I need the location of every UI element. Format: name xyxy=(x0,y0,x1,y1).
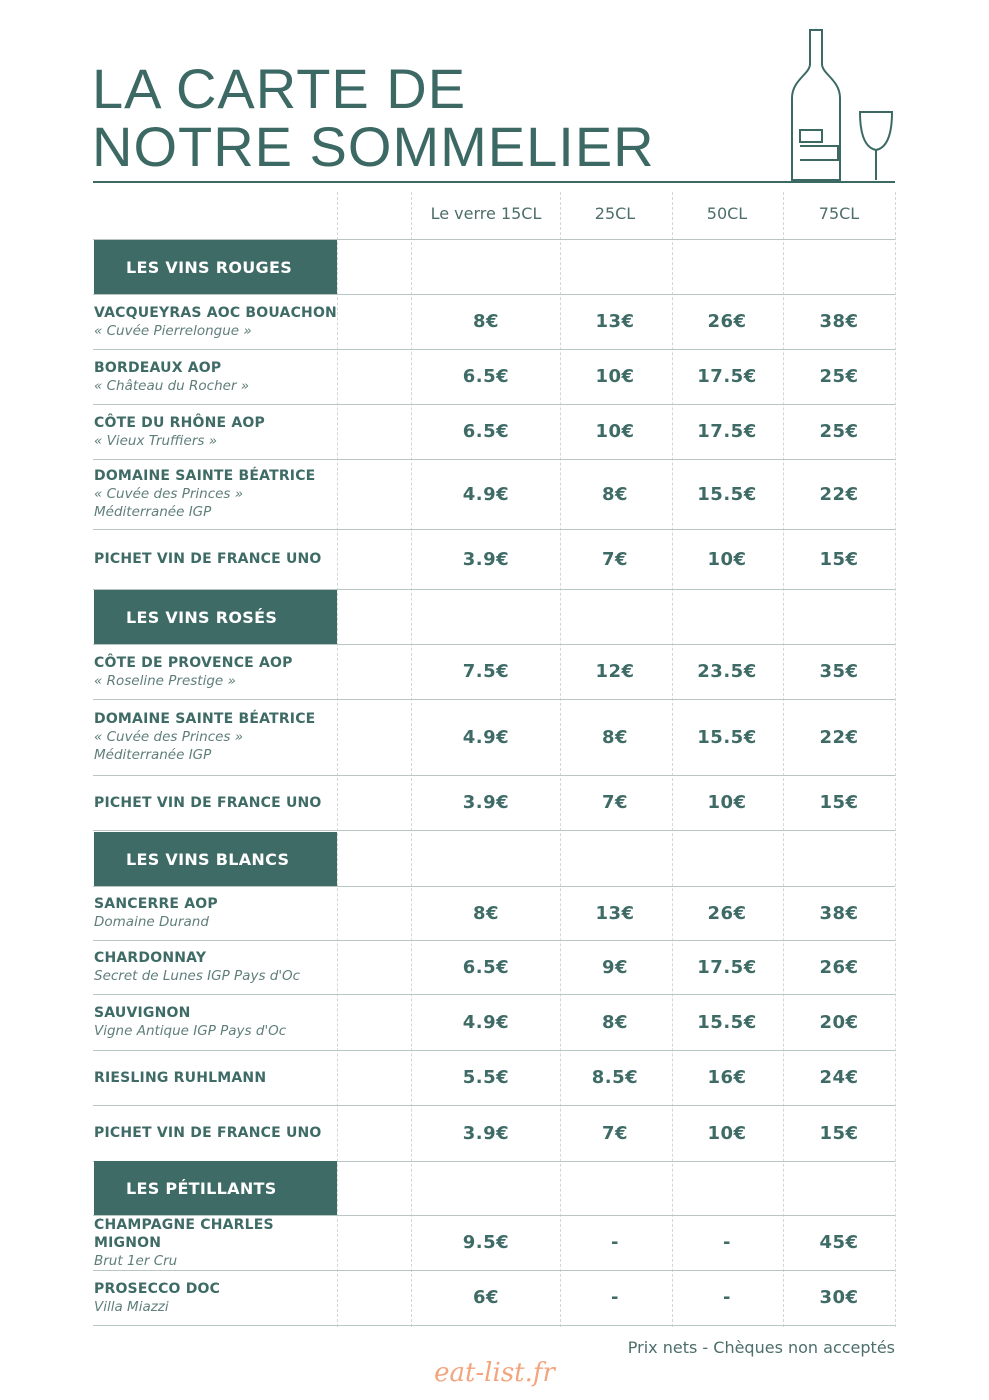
price-cell: 4.9€ xyxy=(462,726,510,748)
wine-subtitle: Méditerranée IGP xyxy=(94,747,212,763)
wine-name: CÔTE DU RHÔNE AOP xyxy=(94,414,265,431)
wine-subtitle: « Château du Rocher » xyxy=(94,377,250,394)
wine-name: VACQUEYRAS AOC BOUACHON xyxy=(94,304,337,321)
title-line-1: LA CARTE DE xyxy=(92,57,467,120)
price-cell: 38€ xyxy=(819,311,859,332)
wine-subtitle: Méditerranée IGP xyxy=(94,504,212,520)
price-cell: 17.5€ xyxy=(697,956,757,978)
wine-entry xyxy=(94,886,339,940)
wine-name: PICHET VIN DE FRANCE UNO xyxy=(94,551,322,567)
price-cell: 9.5€ xyxy=(462,1232,510,1253)
wine-entry xyxy=(94,404,339,459)
wine-subtitle: Secret de Lunes IGP Pays d'Oc xyxy=(94,968,301,984)
wine-subtitle: « Cuvée des Princes » xyxy=(94,486,244,502)
column-divider xyxy=(411,192,412,1327)
price-cell: 4.9€ xyxy=(462,1011,510,1033)
price-cell: - xyxy=(611,1287,619,1308)
column-header: 25CL xyxy=(594,204,636,223)
section-label: LES PÉTILLANTS xyxy=(94,1161,337,1215)
price-cell: 15€ xyxy=(819,792,859,813)
price-cell: 15€ xyxy=(819,1122,859,1144)
column-header: 50CL xyxy=(706,204,748,223)
price-cell: 26€ xyxy=(707,902,747,924)
wine-name: SAUVIGNON xyxy=(94,1005,191,1021)
price-cell: 26€ xyxy=(707,311,747,332)
price-cell: 38€ xyxy=(819,902,859,924)
column-header: Le verre 15CL xyxy=(430,204,542,223)
price-cell: 35€ xyxy=(819,661,859,682)
wine-subtitle: « Vieux Truffiers » xyxy=(94,432,218,449)
price-cell: 12€ xyxy=(595,661,635,682)
price-cell: 8€ xyxy=(601,1011,629,1033)
price-cell: 3.9€ xyxy=(462,1122,510,1144)
price-cell: 3.9€ xyxy=(462,548,510,570)
price-cell: 3.9€ xyxy=(462,792,510,813)
price-cell: 8€ xyxy=(472,902,500,924)
price-cell: 7.5€ xyxy=(462,661,510,682)
wine-subtitle: « Cuvée des Princes » xyxy=(94,729,244,745)
price-cell: 25€ xyxy=(819,366,859,387)
price-cell: 7€ xyxy=(601,548,629,570)
wine-entry xyxy=(94,1270,339,1325)
price-cell: 10€ xyxy=(595,366,635,387)
price-cell: 8€ xyxy=(472,311,500,332)
wine-entry xyxy=(94,349,339,404)
price-cell: - xyxy=(723,1232,731,1253)
price-cell: 15.5€ xyxy=(697,1011,757,1033)
price-cell: 7€ xyxy=(601,792,629,813)
price-cell: 6.5€ xyxy=(462,956,510,978)
price-cell: 23.5€ xyxy=(697,661,757,682)
footer-note: Prix nets - Chèques non acceptés xyxy=(627,1338,895,1357)
column-header: 75CL xyxy=(818,204,860,223)
wine-name: SANCERRE AOP xyxy=(94,896,218,912)
wine-name: PROSECCO DOC xyxy=(94,1280,221,1297)
price-cell: 8€ xyxy=(601,726,629,748)
wine-subtitle: Villa Miazzi xyxy=(94,1298,169,1315)
price-cell: 17.5€ xyxy=(697,421,757,442)
page-title xyxy=(92,57,655,178)
wine-entry xyxy=(94,775,339,830)
section-label: LES VINS ROSÉS xyxy=(94,590,337,644)
price-cell: 10€ xyxy=(707,792,747,813)
wine-entry xyxy=(94,1105,339,1161)
price-cell: 13€ xyxy=(595,902,635,924)
price-cell: 26€ xyxy=(819,956,859,978)
price-cell: - xyxy=(723,1287,731,1308)
price-cell: 8.5€ xyxy=(591,1067,639,1088)
wine-entry xyxy=(94,644,339,699)
price-cell: 8€ xyxy=(601,483,629,505)
price-cell: 10€ xyxy=(707,1122,747,1144)
price-cell: 5.5€ xyxy=(462,1067,510,1088)
wine-name: RIESLING RUHLMANN xyxy=(94,1069,267,1086)
price-cell: 6€ xyxy=(472,1287,500,1308)
wine-glass-icon xyxy=(860,112,892,182)
price-cell: 16€ xyxy=(707,1067,747,1088)
price-cell: 10€ xyxy=(595,421,635,442)
wine-entry xyxy=(94,940,339,994)
wine-entry xyxy=(94,459,339,529)
wine-name: CHAMPAGNE CHARLES MIGNON xyxy=(94,1216,274,1251)
price-cell: - xyxy=(611,1232,619,1253)
wine-name: PICHET VIN DE FRANCE UNO xyxy=(94,1125,322,1141)
wine-entry xyxy=(94,699,339,775)
price-cell: 24€ xyxy=(819,1067,859,1088)
wine-subtitle: Vigne Antique IGP Pays d'Oc xyxy=(94,1023,287,1039)
section-label: LES VINS ROUGES xyxy=(94,240,337,294)
wine-entry xyxy=(94,294,339,349)
title-line-2: NOTRE SOMMELIER xyxy=(92,115,655,178)
wine-entry xyxy=(94,1215,339,1270)
row-rule xyxy=(93,1325,895,1326)
wine-bottle-icon xyxy=(792,30,840,180)
price-cell: 45€ xyxy=(819,1232,859,1253)
price-cell: 4.9€ xyxy=(462,483,510,505)
wine-name: DOMAINE SAINTE BÉATRICE xyxy=(94,711,316,727)
row-rule xyxy=(93,830,895,831)
wine-subtitle: Domaine Durand xyxy=(94,914,209,930)
price-cell: 15.5€ xyxy=(697,726,757,748)
price-cell: 9€ xyxy=(601,956,629,978)
price-cell: 22€ xyxy=(819,726,859,748)
wine-name: BORDEAUX AOP xyxy=(94,359,222,376)
wine-entry xyxy=(94,994,339,1050)
wine-entry xyxy=(94,529,339,589)
watermark: eat-list.fr xyxy=(434,1358,555,1388)
column-divider xyxy=(895,192,896,1327)
wine-illustration xyxy=(790,26,900,186)
price-cell: 6.5€ xyxy=(462,421,510,442)
wine-name: DOMAINE SAINTE BÉATRICE xyxy=(94,468,316,484)
price-cell: 15€ xyxy=(819,548,859,570)
wine-subtitle: Brut 1er Cru xyxy=(94,1252,178,1269)
price-cell: 7€ xyxy=(601,1122,629,1144)
price-cell: 22€ xyxy=(819,483,859,505)
price-cell: 6.5€ xyxy=(462,366,510,387)
price-cell: 13€ xyxy=(595,311,635,332)
wine-name: CHARDONNAY xyxy=(94,950,207,966)
price-cell: 20€ xyxy=(819,1011,859,1033)
wine-entry xyxy=(94,1050,339,1105)
price-cell: 15.5€ xyxy=(697,483,757,505)
title-rule xyxy=(93,181,895,183)
wine-name: PICHET VIN DE FRANCE UNO xyxy=(94,794,322,811)
wine-name: CÔTE DE PROVENCE AOP xyxy=(94,654,293,671)
price-cell: 10€ xyxy=(707,548,747,570)
price-cell: 25€ xyxy=(819,421,859,442)
price-cell: 17.5€ xyxy=(697,366,757,387)
price-cell: 30€ xyxy=(819,1287,859,1308)
section-label: LES VINS BLANCS xyxy=(94,832,337,886)
wine-subtitle: « Roseline Prestige » xyxy=(94,672,236,689)
wine-subtitle: « Cuvée Pierrelongue » xyxy=(94,322,252,339)
